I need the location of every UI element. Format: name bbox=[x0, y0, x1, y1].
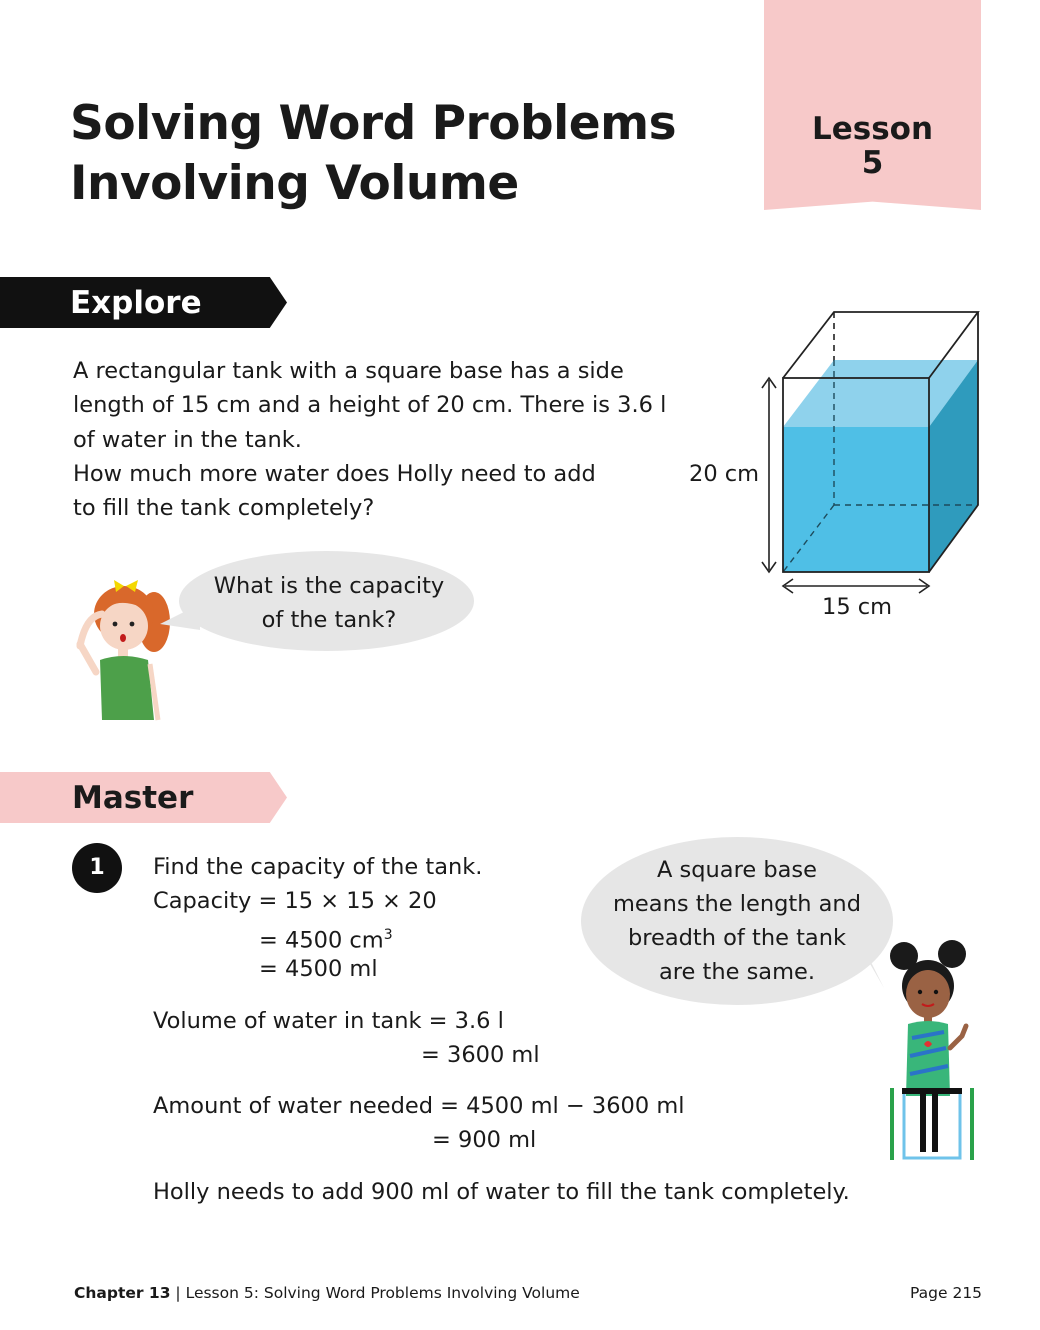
height-label: 20 cm bbox=[689, 461, 760, 487]
title-line-2: Involving Volume bbox=[70, 156, 519, 211]
master-heading: Master bbox=[72, 780, 194, 816]
helper-bubble-line-4: are the same. bbox=[658, 959, 816, 985]
question-number-badge: 1 bbox=[72, 843, 122, 893]
footer-page-number: Page 215 bbox=[910, 1284, 983, 1302]
problem-line-2: length of 15 cm and a height of 20 cm. There is 3.6 l bbox=[73, 392, 667, 419]
holly-bubble-line-1: What is the capacity bbox=[213, 573, 445, 599]
needed-line-1: Amount of water needed = 4500 ml − 3600 ml bbox=[153, 1093, 685, 1119]
explore-problem bbox=[73, 354, 666, 525]
wheelchair-seat bbox=[902, 1088, 962, 1094]
title-line-1: Solving Word Problems bbox=[70, 96, 677, 151]
problem-line-1: A rectangular tank with a square base has a side bbox=[73, 358, 624, 384]
wheel-right bbox=[970, 1088, 974, 1160]
green-dress bbox=[100, 656, 154, 720]
footer-chapter-info: Chapter 13 | Lesson 5: Solving Word Problems Involving Volume bbox=[74, 1284, 580, 1302]
upper-arm bbox=[80, 644, 96, 672]
explore-heading: Explore bbox=[70, 285, 202, 321]
volume-line-1: Volume of water in tank = 3.6 l bbox=[153, 1008, 504, 1034]
face bbox=[100, 602, 148, 650]
helper-bubble-line-1: A square base bbox=[657, 857, 817, 883]
right-leg bbox=[932, 1094, 938, 1152]
capacity-line-3: = 4500 ml bbox=[259, 956, 378, 982]
side-label: 15 cm bbox=[822, 594, 893, 620]
tank-diagram bbox=[750, 300, 1000, 610]
water-front-face bbox=[783, 427, 929, 572]
hair-bun-right bbox=[938, 940, 966, 968]
left-leg bbox=[920, 1094, 926, 1152]
page-title bbox=[70, 94, 676, 214]
footer-chapter: Chapter 13 bbox=[74, 1284, 171, 1302]
left-eye bbox=[918, 990, 922, 994]
capacity-line-2 bbox=[259, 920, 393, 956]
right-eye bbox=[130, 622, 135, 627]
problem-line-3: of water in the tank. bbox=[73, 426, 302, 453]
face bbox=[906, 970, 950, 1018]
conclusion: Holly needs to add 900 ml of water to fill the tank completely. bbox=[153, 1179, 850, 1205]
wheel-left bbox=[890, 1088, 894, 1160]
volume-line-2: = 3600 ml bbox=[421, 1042, 540, 1068]
capacity-line-2-value: = 4500 cm bbox=[259, 927, 384, 954]
helper-bubble-line-3: breadth of the tank bbox=[627, 925, 846, 951]
needed-line-2: = 900 ml bbox=[432, 1127, 537, 1153]
problem-line-4: How much more water does Holly need to add bbox=[73, 460, 596, 487]
problem-line-5: to fill the tank completely? bbox=[73, 495, 375, 522]
helper-bubble-line-2: means the length and bbox=[613, 891, 861, 917]
holly-bubble-line-2: of the tank? bbox=[261, 607, 397, 633]
girl-in-wheelchair-illustration bbox=[880, 938, 985, 1168]
step-title: Find the capacity of the tank. bbox=[153, 854, 483, 880]
helper-bubble-text bbox=[581, 853, 893, 989]
lesson-word: Lesson bbox=[811, 111, 934, 147]
holly-bubble-text bbox=[179, 569, 479, 637]
capacity-line-1: Capacity = 15 × 15 × 20 bbox=[153, 888, 437, 914]
mouth bbox=[120, 634, 126, 642]
raised-hand bbox=[950, 1026, 966, 1048]
left-eye bbox=[113, 622, 118, 627]
right-eye bbox=[934, 990, 938, 994]
holly-illustration bbox=[68, 574, 178, 724]
lesson-label bbox=[764, 112, 981, 180]
footer-lesson: Lesson 5: Solving Word Problems Involving Volume bbox=[185, 1284, 580, 1302]
capacity-unit-exponent: 3 bbox=[383, 927, 393, 943]
lesson-number: 5 bbox=[861, 145, 884, 181]
